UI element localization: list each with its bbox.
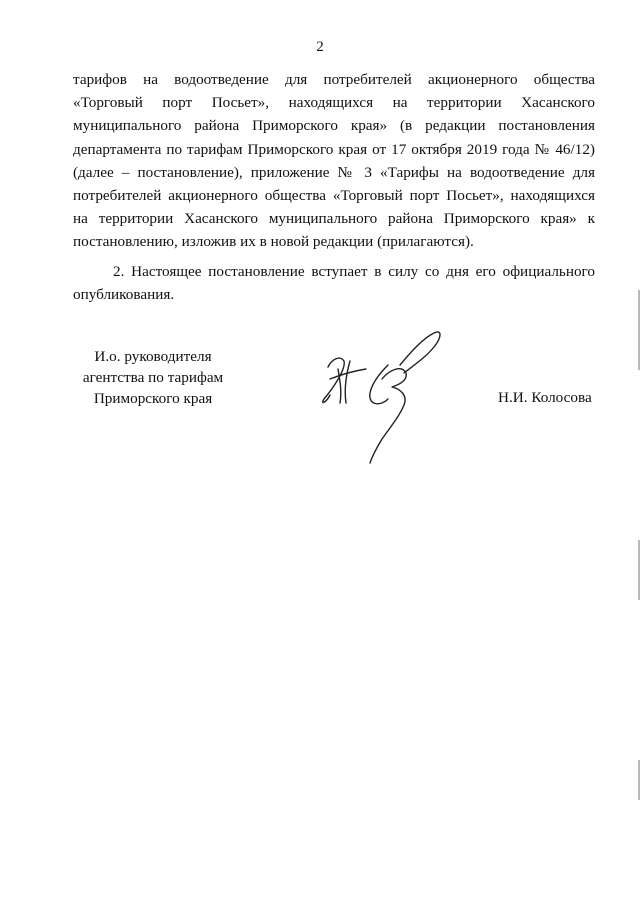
paragraph-1-line: (далее – постановление), приложение № 3 «Тарифы на водоотведение для bbox=[73, 163, 595, 181]
paragraph-1-line: на территории Хасанского муниципального района Приморского края» к bbox=[73, 210, 595, 228]
paragraph-1-line: тарифов на водоотведение для потребителей акционерного общества bbox=[73, 71, 595, 88]
paragraph-2-line: опубликования. bbox=[73, 285, 175, 303]
signatory-title-line: Приморского края bbox=[93, 390, 213, 407]
page-number: 2 bbox=[316, 39, 324, 55]
paragraph-1-line: потребителей акционерного общества «Торговый порт Посьет», находящихся bbox=[73, 186, 595, 204]
signatory-title-line: И.о. руководителя bbox=[94, 348, 212, 365]
signatory-name: Н.И. Колосова bbox=[498, 389, 592, 406]
handwritten-signature bbox=[310, 325, 450, 470]
paragraph-1-line: постановлению, изложив их в новой редакции (прилагаются). bbox=[73, 233, 474, 251]
signatory-title bbox=[68, 346, 238, 409]
paragraph-2-line: 2. Настоящее постановление вступает в силу со дня его официального bbox=[113, 262, 595, 280]
paragraph-1-line: «Торговый порт Посьет», находящихся на территории Хасанского bbox=[73, 94, 595, 112]
paragraph-1-line: муниципального района Приморского края» (в редакции постановления bbox=[73, 117, 595, 135]
signatory-title-line: агентства по тарифам bbox=[82, 369, 224, 386]
paragraph-1-line: департамента по тарифам Приморского края от 17 октября 2019 года № 46/12) bbox=[73, 140, 595, 158]
